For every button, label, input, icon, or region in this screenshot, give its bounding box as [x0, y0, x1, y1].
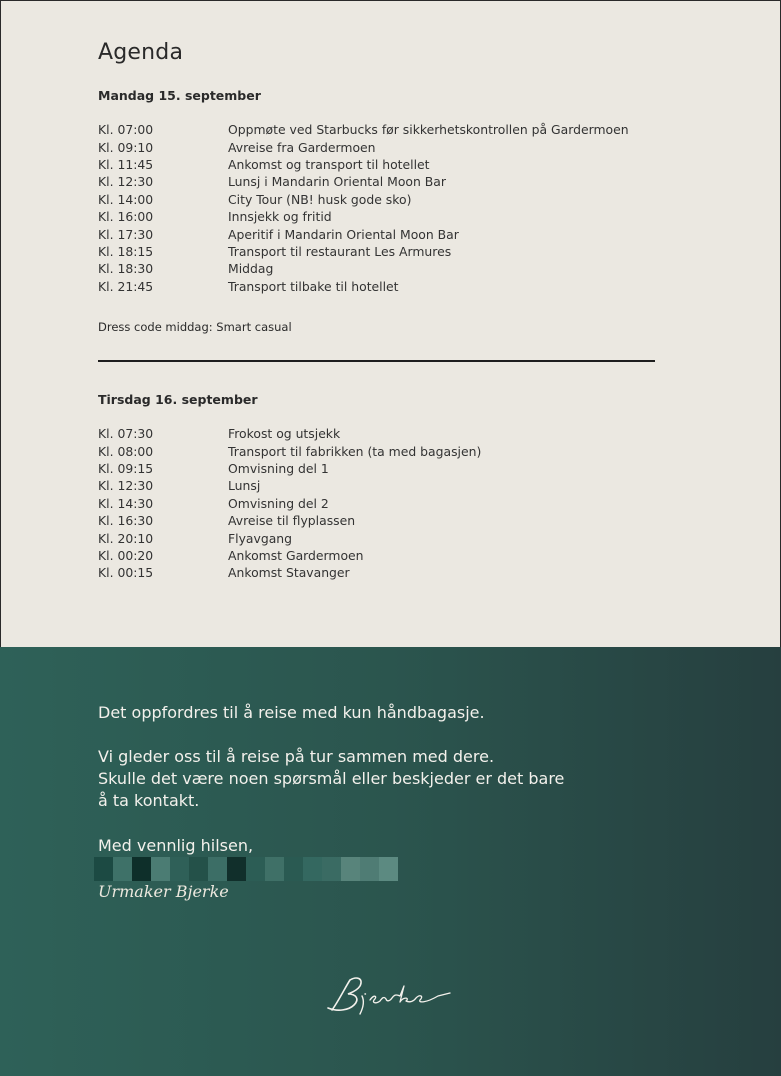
redacted-pixel — [284, 857, 303, 881]
redacted-pixel — [189, 857, 208, 881]
schedule-time: Kl. 20:10 — [98, 530, 154, 546]
redacted-pixel — [265, 857, 284, 881]
schedule-activity: Ankomst Stavanger — [228, 565, 350, 581]
schedule-time: Kl. 00:15 — [98, 565, 154, 581]
schedule-time: Kl. 00:20 — [98, 547, 154, 563]
schedule-time: Kl. 14:00 — [98, 191, 154, 207]
redacted-pixel — [360, 857, 379, 881]
schedule-row — [98, 121, 658, 138]
redacted-pixel — [94, 857, 113, 881]
redacted-pixel — [246, 857, 265, 881]
brand-logo — [320, 972, 460, 1022]
schedule-time: Kl. 21:45 — [98, 278, 154, 294]
closing-line-1: Vi gleder oss til å reise på tur sammen med dere. — [98, 747, 495, 766]
redacted-name — [94, 857, 398, 881]
schedule-row — [98, 138, 658, 155]
schedule-activity: Middag — [228, 261, 274, 277]
redacted-pixel — [208, 857, 227, 881]
luggage-note: Det oppfordres til å reise med kun håndbagasje. — [98, 703, 485, 722]
schedule-tuesday — [98, 425, 658, 582]
schedule-row — [98, 156, 658, 173]
schedule-row — [98, 460, 658, 477]
redacted-pixel — [322, 857, 341, 881]
schedule-activity: Flyavgang — [228, 530, 293, 546]
schedule-time: Kl. 18:30 — [98, 261, 154, 277]
schedule-row — [98, 425, 658, 442]
schedule-activity: Avreise til flyplassen — [228, 513, 356, 529]
schedule-time: Kl. 17:30 — [98, 226, 154, 242]
schedule-time: Kl. 18:15 — [98, 243, 154, 259]
schedule-time: Kl. 07:00 — [98, 122, 154, 138]
schedule-row — [98, 191, 658, 208]
schedule-row — [98, 547, 658, 564]
schedule-activity: Lunsj — [228, 478, 261, 494]
day-heading-monday: Mandag 15. september — [98, 88, 261, 103]
redacted-pixel — [227, 857, 246, 881]
closing-line-3: å ta kontakt. — [98, 791, 200, 810]
schedule-row — [98, 173, 658, 190]
schedule-activity: Lunsj i Mandarin Oriental Moon Bar — [228, 174, 446, 190]
redacted-pixel — [151, 857, 170, 881]
schedule-activity: Transport tilbake til hotellet — [228, 278, 399, 294]
schedule-row — [98, 243, 658, 260]
schedule-time: Kl. 16:00 — [98, 209, 154, 225]
schedule-row — [98, 529, 658, 546]
schedule-row — [98, 495, 658, 512]
dress-code-note: Dress code middag: Smart casual — [98, 320, 292, 334]
schedule-row — [98, 208, 658, 225]
footer-panel — [0, 647, 781, 1076]
section-divider — [98, 360, 655, 362]
schedule-row — [98, 278, 658, 295]
closing-line-2: Skulle det være noen spørsmål eller beskjeder er det bare — [98, 769, 565, 788]
schedule-activity: Aperitif i Mandarin Oriental Moon Bar — [228, 226, 459, 242]
schedule-row — [98, 225, 658, 242]
schedule-monday — [98, 121, 658, 295]
redacted-pixel — [170, 857, 189, 881]
schedule-activity: Omvisning del 2 — [228, 495, 329, 511]
redacted-pixel — [303, 857, 322, 881]
schedule-row — [98, 477, 658, 494]
schedule-time: Kl. 12:30 — [98, 174, 154, 190]
schedule-time: Kl. 08:00 — [98, 443, 154, 459]
schedule-activity: Transport til fabrikken (ta med bagasjen) — [228, 443, 482, 459]
schedule-row — [98, 512, 658, 529]
redacted-pixel — [132, 857, 151, 881]
schedule-activity: Avreise fra Gardermoen — [228, 139, 376, 155]
schedule-activity: Ankomst og transport til hotellet — [228, 156, 430, 172]
schedule-time: Kl. 07:30 — [98, 426, 154, 442]
page-title: Agenda — [98, 40, 184, 65]
redacted-pixel — [113, 857, 132, 881]
schedule-time: Kl. 11:45 — [98, 156, 154, 172]
schedule-activity: Frokost og utsjekk — [228, 426, 341, 442]
redacted-pixel — [341, 857, 360, 881]
schedule-time: Kl. 12:30 — [98, 478, 154, 494]
greeting: Med vennlig hilsen, — [98, 836, 254, 855]
day-heading-tuesday: Tirsdag 16. september — [98, 392, 258, 407]
redacted-pixel — [379, 857, 398, 881]
schedule-activity: Transport til restaurant Les Armures — [228, 243, 452, 259]
schedule-row — [98, 564, 658, 581]
schedule-time: Kl. 14:30 — [98, 495, 154, 511]
schedule-activity: Omvisning del 1 — [228, 460, 329, 476]
schedule-activity: City Tour (NB! husk gode sko) — [228, 191, 412, 207]
schedule-activity: Ankomst Gardermoen — [228, 547, 364, 563]
schedule-time: Kl. 09:10 — [98, 139, 154, 155]
signature: Urmaker Bjerke — [98, 882, 229, 901]
schedule-time: Kl. 09:15 — [98, 460, 154, 476]
schedule-row — [98, 260, 658, 277]
schedule-activity: Oppmøte ved Starbucks før sikkerhetskontrollen på Gardermoen — [228, 122, 629, 138]
schedule-activity: Innsjekk og fritid — [228, 209, 332, 225]
schedule-row — [98, 442, 658, 459]
schedule-time: Kl. 16:30 — [98, 513, 154, 529]
